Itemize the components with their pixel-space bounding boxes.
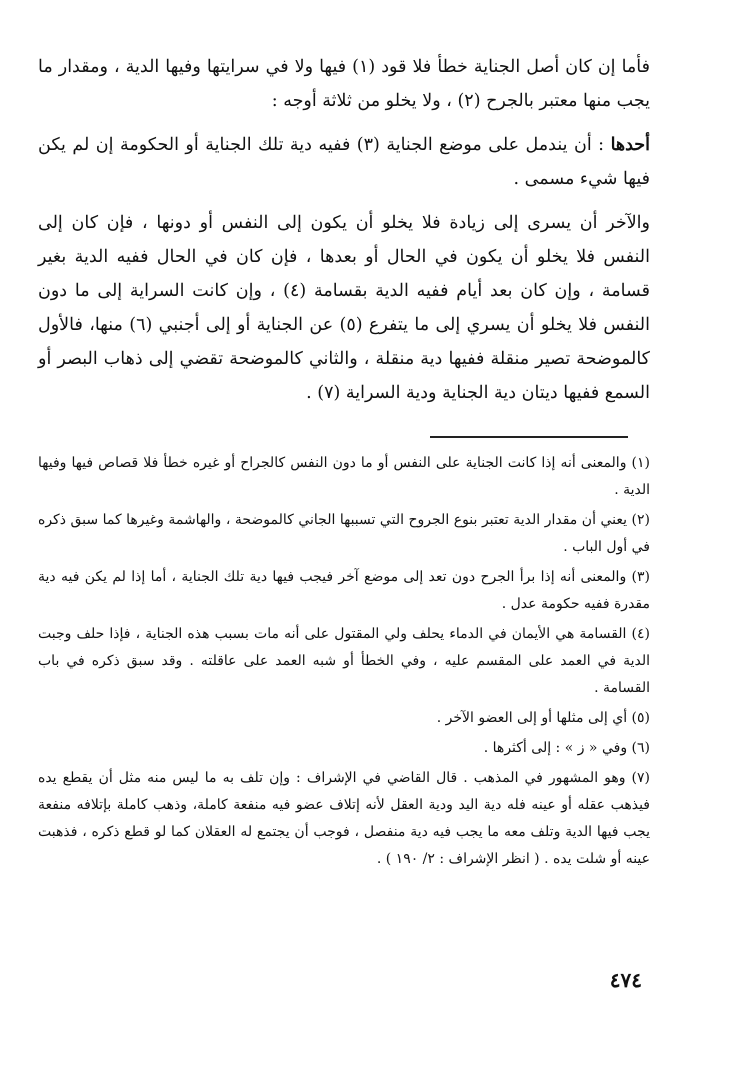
footnote-5: (٥) أي إلى مثلها أو إلى العضو الآخر . [436,710,650,726]
footnote-6: (٦) وفي « ز » : إلى أكثرها . [483,740,650,756]
footnotes [38,450,650,876]
footnote-7: (٧) وهو المشهور في المذهب . قال القاضي في الإشراف : وإن تلف به ما ليس منه مثل أن يقطع يده فيذهب عقله أو عينه فله دية اليد ودية العقل لأنه إتلاف عضو فيه منفعة كاملة، وذهب كاملة بإتلافه منفعة يجب فيها الدية وتلف معه ما يجب فيه دية منفصل ، فوجب أن يجتمع له العقلان كما لو قطع ذكره ، فذهبت عينه أو شلت يده . ( انظر الإشراف : ٢/ ١٩٠ ) . [38,770,650,867]
paragraph-2-text: : أن يندمل على موضع الجناية (٣) ففيه دية تلك الجناية أو الحكومة إن لم يكن فيها شيء مسمى . [38,135,650,189]
footnote-2: (٢) يعني أن مقدار الدية تعتبر بنوع الجروح التي تسببها الجاني كالموضحة ، والهاشمة وغيرها كما سبق ذكره في أول الباب . [38,512,650,555]
page-number: ٤٧٤ [609,968,642,992]
footnote-separator [430,436,628,438]
main-text [38,50,650,416]
paragraph-2-lead: أحدها [610,135,650,155]
paragraph-2 [38,128,650,196]
footnote-3: (٣) والمعنى أنه إذا برأ الجرح دون تعد إلى موضع آخر فيجب فيها دية تلك الجناية ، أما إذا لم يكن فيه دية مقدرة ففيه حكومة عدل . [38,569,650,612]
paragraph-1: فأما إن كان أصل الجناية خطأ فلا قود (١) فيها ولا في سرايتها وفيها الدية ، ومقدار ما يجب منها معتبر بالجرح (٢) ، ولا يخلو من ثلاثة أوجه : [38,57,650,111]
footnote-4: (٤) القسامة هي الأيمان في الدماء يحلف ولي المقتول على أنه مات بسبب هذه الجناية ، فإذا حلف وجبت الدية في العمد على المقسم عليه ، وفي الخطأ أو شبه العمد على عاقلته . وقد سبق ذكره في باب القسامة . [38,626,651,696]
footnote-1: (١) والمعنى أنه إذا كانت الجناية على النفس أو ما دون النفس كالجراح أو غيره خطأ فلا قصاص فيها وفيها الدية . [38,455,650,498]
paragraph-3: والآخر أن يسرى إلى زيادة فلا يخلو أن يكون إلى النفس أو دونها ، فإن كان إلى النفس فلا يخلو أن يكون في الحال أو بعدها ، فإن كان في الحال ففيه الدية بغير قسامة ، وإن كان بعد أيام ففيه الدية بقسامة (٤) ، وإن كانت السراية إلى ما دون النفس فلا يخلو أن يسري إلى ما يتفرع (٥) عن الجناية أو إلى أجنبي (٦) منها، فالأول كالموضحة تصير منقلة ففيها دية منقلة ، والثاني كالموضحة تقضي إلى ذهاب البصر أو السمع ففيها ديتان دية الجناية ودية السراية (٧) . [38,213,651,403]
